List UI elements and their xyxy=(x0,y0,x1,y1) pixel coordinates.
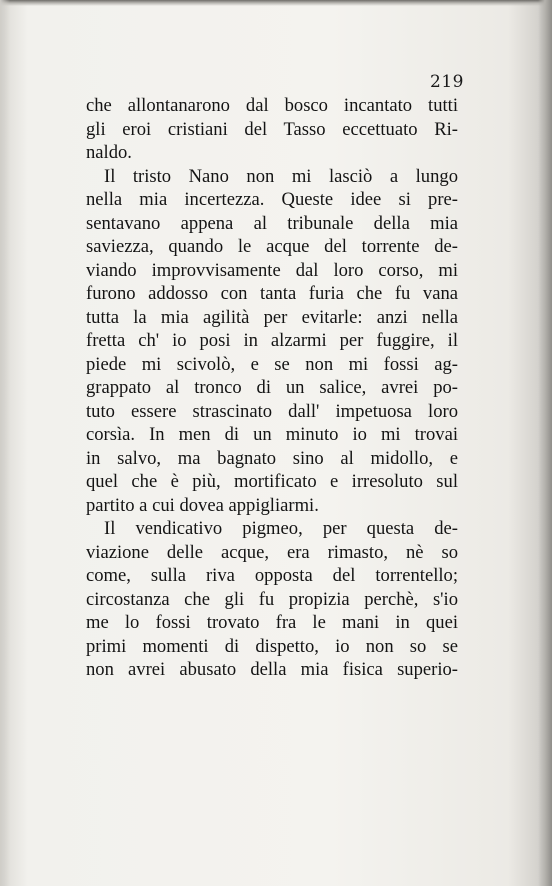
text-line: saviezza, quando le acque del torrente de- xyxy=(86,236,458,257)
text-line: piede mi scivolò, e se non mi fossi ag- xyxy=(86,353,458,375)
text-line: in salvo, ma bagnato sino al midollo, e xyxy=(86,447,458,469)
text-line: partito a cui dovea appigliarmi. xyxy=(86,494,319,516)
text-line: fretta ch' io posi in alzarmi per fuggire, il xyxy=(86,330,458,351)
text-line: quel che è più, mortificato e irresoluto sul xyxy=(86,471,458,492)
text-line: naldo. xyxy=(86,142,132,163)
text-line: me lo fossi trovato fra le mani in quei xyxy=(86,612,458,633)
body-text xyxy=(86,94,458,682)
text-line: Il vendicativo pigmeo, per questa de- xyxy=(104,518,458,539)
text-line: tuto essere strascinato dall' impetuosa loro xyxy=(86,400,458,422)
text-line: che allontanarono dal bosco incantato tutti xyxy=(86,95,458,116)
page-top-shadow xyxy=(0,0,552,6)
page-left-shadow xyxy=(0,0,10,886)
page-number: 219 xyxy=(430,72,464,92)
text-line: come, sulla riva opposta del torrentello; xyxy=(86,565,458,586)
text-line: nella mia incertezza. Queste idee si pre- xyxy=(86,189,458,210)
text-line: furono addosso con tanta furia che fu vana xyxy=(86,283,458,304)
text-line: viazione delle acque, era rimasto, nè so xyxy=(86,541,458,563)
text-line: non avrei abusato della mia fisica superio- xyxy=(86,659,458,680)
text-line: circostanza che gli fu propizia perchè, s'io xyxy=(86,588,458,610)
page-right-shadow xyxy=(538,0,552,886)
text-line: gli eroi cristiani del Tasso eccettuato Ri- xyxy=(86,118,458,140)
text-line: grappato al tronco di un salice, avrei po- xyxy=(86,377,458,398)
text-line: primi momenti di dispetto, io non so se xyxy=(86,635,458,657)
text-line: corsìa. In men di un minuto io mi trovai xyxy=(86,424,458,445)
text-line: sentavano appena al tribunale della mia xyxy=(86,212,458,234)
text-line: Il tristo Nano non mi lasciò a lungo xyxy=(104,165,458,187)
text-line: tutta la mia agilità per evitarle: anzi nella xyxy=(86,306,458,328)
text-line: viando improvvisamente dal loro corso, mi xyxy=(86,259,458,281)
